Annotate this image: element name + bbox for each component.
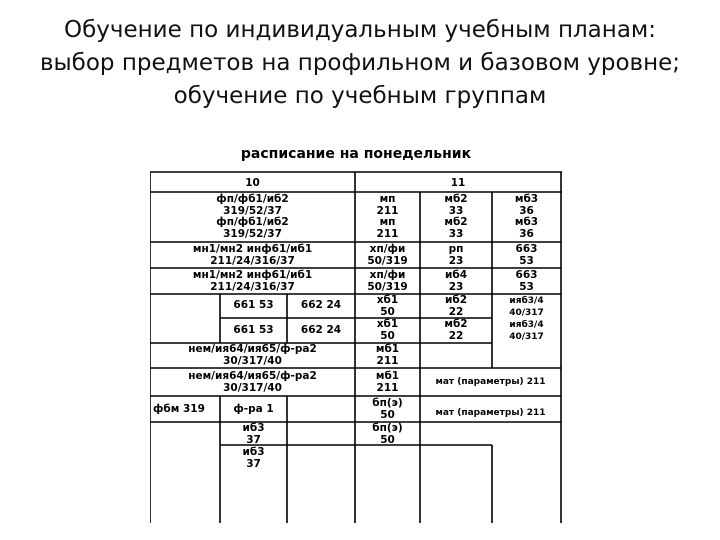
slide-title-line-3: обучение по учебным группам	[173, 83, 547, 109]
g11c-row2: 663 53	[515, 243, 538, 267]
g11c-row4: ияб3/4 40/317	[509, 296, 544, 318]
g11a-row6: мб1 211	[375, 343, 400, 367]
g10-row7: нем/ия64/ия65/ф-ра2 30/317/40	[188, 370, 317, 394]
g11c-row5: ияб3/4 40/317	[509, 320, 544, 342]
g11a-row3: хп/фи 50/319	[367, 269, 408, 293]
grade-10-header: 10	[245, 177, 260, 189]
g10-row4-b: 662 24	[300, 299, 342, 311]
g10-row4-a: 661 53	[233, 299, 274, 311]
g11a-row8: бп(э) 50	[372, 397, 403, 421]
g11b-row3: иб4 23	[445, 269, 467, 293]
g11bc-row7: мат (параметры) 211	[435, 377, 546, 387]
g10-row9: иб3 37	[242, 422, 265, 446]
g10-row10: иб3 37	[242, 446, 265, 470]
schedule-sheet	[150, 140, 562, 523]
g11a-row4: хб1 50	[376, 294, 399, 318]
g11b-row4: иб2 22	[445, 294, 467, 318]
g11a-row9: бп(э) 50	[372, 422, 403, 446]
g11c-row1: мб3 36 мб3 36	[514, 193, 539, 240]
g11b-row1: мб2 33 мб2 33	[444, 193, 468, 240]
grade-11-header: 11	[450, 177, 466, 189]
g11bc-row8: мат (параметры) 211	[435, 408, 546, 418]
g10-row2: мн1/мн2 инф61/иб1 211/24/316/37	[192, 243, 313, 267]
g11b-row5: мб2 22	[444, 318, 468, 342]
g10-row1: фп/фб1/иб2 319/52/37 фп/фб1/иб2 319/52/37	[216, 193, 289, 240]
slide-title-line-1: Обучение по индивидуальным учебным планам:	[63, 17, 657, 43]
g10-row5-a: 661 53	[233, 324, 274, 336]
g10-row6: нем/ия64/ия65/ф-ра2 30/317/40	[188, 343, 317, 367]
schedule-title: расписание на понедельник	[240, 146, 472, 162]
g11a-row1: мп 211 мп 211	[376, 193, 399, 240]
slide-title	[0, 14, 720, 113]
g10-row8-a: фбм 319	[153, 403, 205, 415]
g10-row3: мн1/мн2 инф61/иб1 211/24/316/37	[192, 269, 313, 293]
g11b-row2: рп 23	[448, 243, 464, 267]
g10-row8-b: ф-ра 1	[233, 403, 274, 415]
g11a-row2: хп/фи 50/319	[367, 243, 408, 267]
g10-row5-b: 662 24	[300, 324, 342, 336]
g11a-row5: хб1 50	[376, 318, 399, 342]
slide-title-line-2: выбор предметов на профильном и базовом уровне;	[39, 50, 681, 76]
g11c-row3: 663 53	[515, 269, 538, 293]
g11a-row7: мб1 211	[375, 370, 400, 394]
